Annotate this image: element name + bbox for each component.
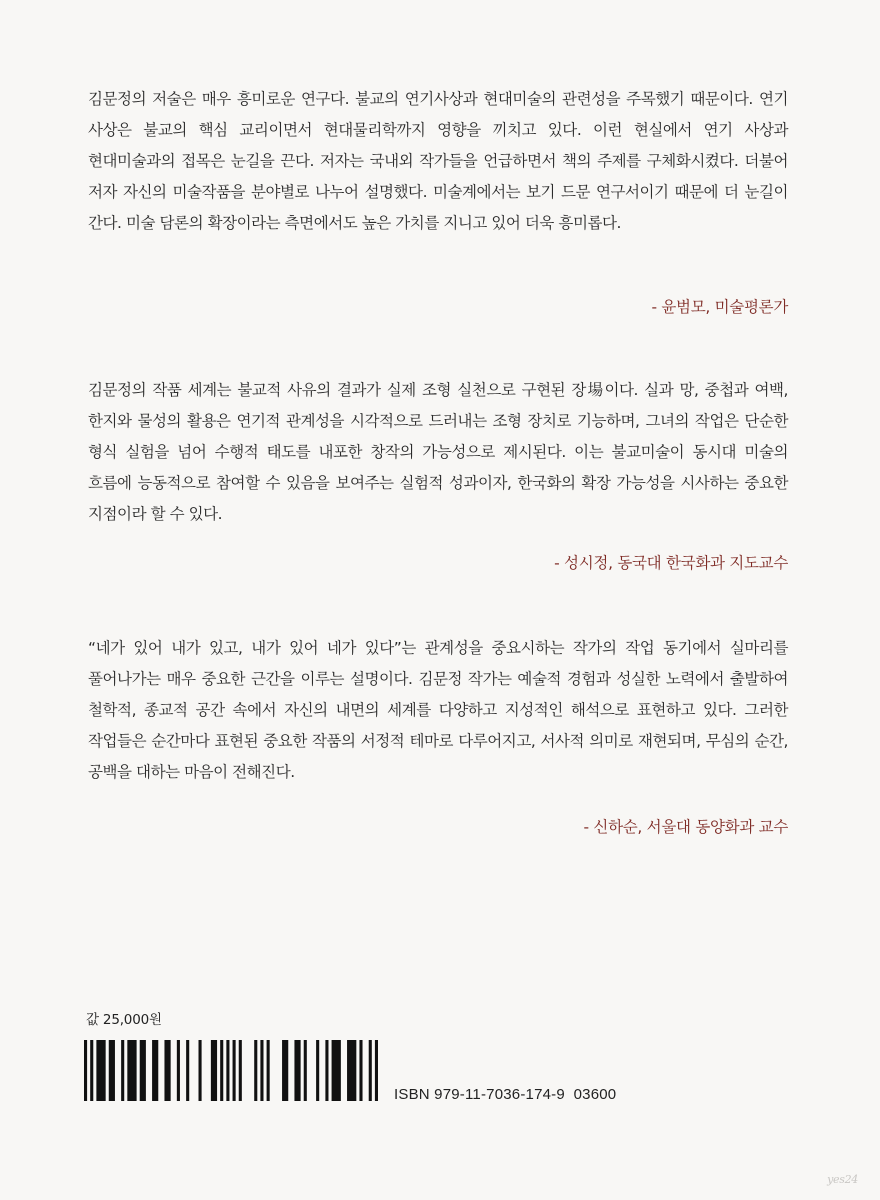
- barcode-bar-13: [220, 1040, 223, 1101]
- barcode-bar-8: [164, 1040, 170, 1101]
- barcode-bar-18: [260, 1040, 263, 1101]
- barcode-bar-3: [109, 1040, 115, 1101]
- barcode-bar-16: [239, 1040, 242, 1101]
- barcode-bar-15: [233, 1040, 236, 1101]
- barcode-bar-14: [226, 1040, 229, 1101]
- barcode-bar-10: [186, 1040, 189, 1101]
- barcode-bar-6: [140, 1040, 146, 1101]
- barcode-bar-25: [332, 1040, 341, 1101]
- barcode-bar-2: [96, 1040, 105, 1101]
- barcode-bar-27: [359, 1040, 362, 1101]
- review-3: [88, 633, 788, 788]
- barcode-bar-1: [90, 1040, 93, 1101]
- price-label: 값 25,000원: [86, 1012, 162, 1028]
- review-3-attribution: - 신하순, 서울대 동양화과 교수: [583, 818, 788, 836]
- barcode-bar-26: [347, 1040, 356, 1101]
- review-1-text: 김문정의 저술은 매우 흥미로운 연구다. 불교의 연기사상과 현대미술의 관련성을 주목했기 때문이다. 연기 사상은 불교의 핵심 교리이면서 현대물리학까지 영향을 끼치고 있다. 이런 현실에서 연기 사상과 현대미술과의 접목은 눈길을 끈다. 저자는 국내외 작가들을 언급하면서 책의 주제를 구체화시켰다. 더불어 저자 자신의 미술작품을 분야별로 나누어 설명했다. 미술계에서는 보기 드문 연구서이기 때문에 더 눈길이 간다. 미술 담론의 확장이라는 측면에서도 높은 가치를 지니고 있어 더욱 흥미롭다.: [88, 90, 788, 232]
- barcode-bar-9: [177, 1040, 180, 1101]
- barcode-bar-19: [267, 1040, 270, 1101]
- barcode-bar-5: [127, 1040, 136, 1101]
- isbn-label: ISBN 979-11-7036-174-9 03600: [394, 1086, 617, 1103]
- barcode-bar-12: [211, 1040, 217, 1101]
- barcode-bar-28: [369, 1040, 372, 1101]
- barcode-bar-22: [304, 1040, 307, 1101]
- barcode-bar-7: [152, 1040, 158, 1101]
- review-3-text: “네가 있어 내가 있고, 내가 있어 네가 있다”는 관계성을 중요시하는 작가의 작업 동기에서 실마리를 풀어나가는 매우 중요한 근간을 이루는 설명이다. 김문정 작가는 예술적 경험과 성실한 노력에서 출발하여 철학적, 종교적 공간 속에서 자신의 내면의 세계를 다양하고 지성적인 해석으로 표현하고 있다. 그러한 작업들은 순간마다 표현된 중요한 작품의 서정적 테마로 다루어지고, 서사적 의미로 재현되며, 무심의 순간, 공백을 대하는 마음이 전해진다.: [88, 639, 788, 781]
- review-2: [88, 375, 788, 530]
- barcode-bar-23: [316, 1040, 319, 1101]
- barcode-bar-17: [254, 1040, 257, 1101]
- barcode-bar-29: [375, 1040, 378, 1101]
- review-1: [88, 84, 788, 239]
- watermark-logo: yes24: [827, 1173, 858, 1186]
- review-2-attribution: - 성시정, 동국대 한국화과 지도교수: [554, 554, 788, 572]
- review-1-attribution: - 윤범모, 미술평론가: [651, 298, 788, 316]
- barcode-bar-11: [199, 1040, 202, 1101]
- barcode-bar-4: [121, 1040, 124, 1101]
- review-2-text: 김문정의 작품 세계는 불교적 사유의 결과가 실제 조형 실천으로 구현된 장場이다. 실과 망, 중첩과 여백, 한지와 물성의 활용은 연기적 관계성을 시각적으로 드러내는 조형 장치로 기능하며, 그녀의 작업은 단순한 형식 실험을 넘어 수행적 태도를 내포한 창작의 가능성으로 제시된다. 이는 불교미술이 동시대 미술의 흐름에 능동적으로 참여할 수 있음을 보여주는 실험적 성과이자, 한국화의 확장 가능성을 시사하는 중요한 지점이라 할 수 있다.: [88, 381, 788, 523]
- barcode-bar-0: [84, 1040, 87, 1101]
- barcode-bar-24: [325, 1040, 328, 1101]
- barcode-bar-20: [282, 1040, 288, 1101]
- barcode: [84, 1040, 378, 1101]
- barcode-bar-21: [294, 1040, 300, 1101]
